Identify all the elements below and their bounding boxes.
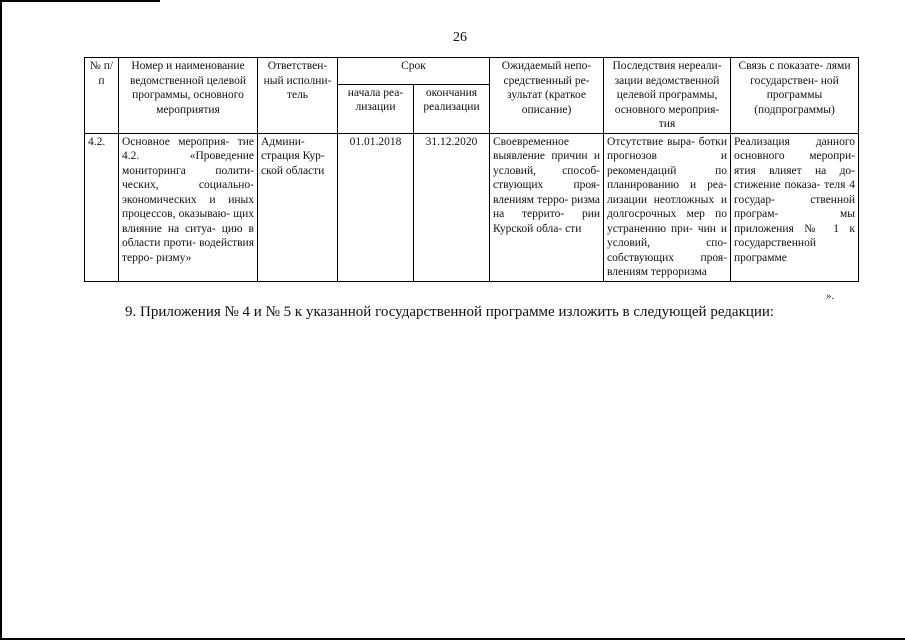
- header-name: Номер и наименование ведомственной целевой программы, основного мероприятия: [119, 58, 258, 134]
- program-table: [84, 57, 859, 282]
- left-edge-rule: [0, 0, 2, 640]
- cell-term-start: 01.01.2018: [338, 133, 414, 281]
- cell-link: Реализация данного основного меропри- ятия влияет на до- стижение показа- теля 4 государ- ственной програм- мы приложения № 1 к государственной программе: [731, 133, 859, 281]
- header-term-end: окончания реализации: [414, 84, 490, 133]
- page-number: 26: [453, 30, 467, 45]
- closing-quote-mark: ».: [826, 290, 835, 302]
- cell-executor: Админи- страция Кур- ской области: [258, 133, 338, 281]
- cell-result: Своевременное выявление причин и условий, способ- ствующих проя- влениям терро- ризма на террито- рии Курской обла- сти: [490, 133, 604, 281]
- top-edge-rule: [0, 0, 160, 2]
- header-result: Ожидаемый непо- средственный ре- зультат (краткое описание): [490, 58, 604, 134]
- header-executor: Ответствен- ный исполни- тель: [258, 58, 338, 134]
- header-term: Срок: [338, 58, 490, 85]
- header-consequences: Последствия нереали- зации ведомственной целевой программы, основного мероприя- тия: [604, 58, 731, 134]
- table-header-row: [85, 58, 859, 85]
- paragraph-item-9: 9. Приложения № 4 и № 5 к указанной государственной программе изложить в следующей редакции:: [125, 304, 775, 320]
- cell-consequences: Отсутствие выра- ботки прогнозов и рекомендаций по планированию и реа- лизации неотложных и долгосрочных мер по устранению при- чин и условий, спо- собствующих проя- влениям терроризма: [604, 133, 731, 281]
- cell-term-end: 31.12.2020: [414, 133, 490, 281]
- header-num: № п/п: [85, 58, 119, 134]
- header-link: Связь с показате- лями государствен- ной программы (подпрограммы): [731, 58, 859, 134]
- cell-num: 4.2.: [85, 133, 119, 281]
- header-term-start: начала реа- лизации: [338, 84, 414, 133]
- table-row: [85, 133, 859, 281]
- cell-name: Основное мероприя- тие 4.2. «Проведение мониторинга полити- ческих, социально- экономических и иных процессов, оказываю- щих влияние на ситуа- цию в области проти- водействия терро- ризму»: [119, 133, 258, 281]
